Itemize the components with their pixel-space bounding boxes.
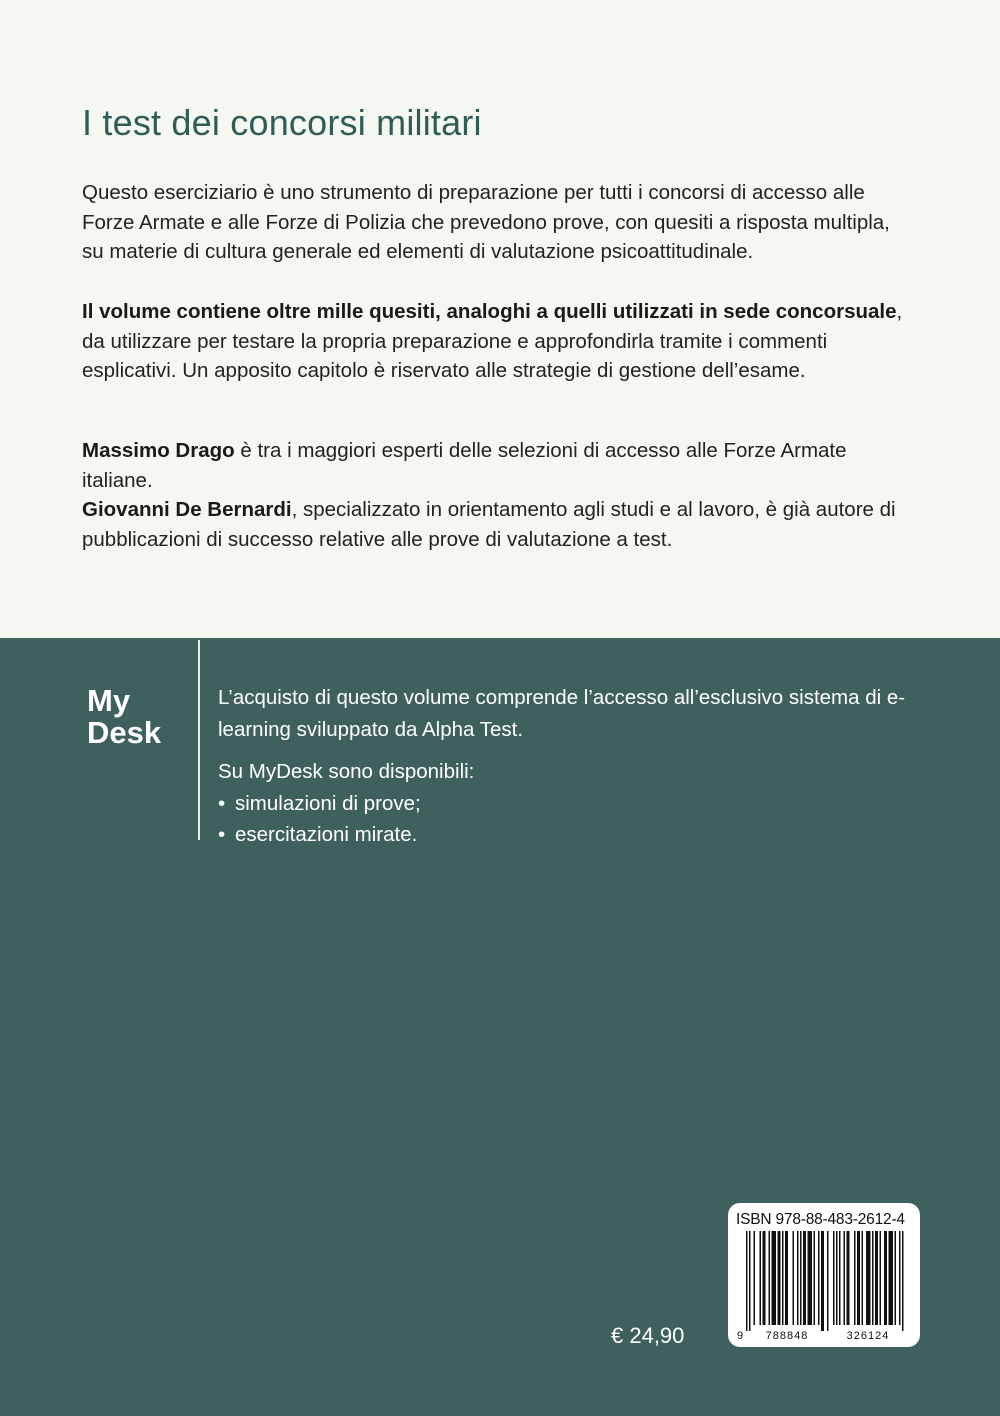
barcode-bar: [749, 1231, 751, 1331]
barcode-bar: [797, 1231, 799, 1325]
barcode-bar: [872, 1231, 874, 1325]
intro-paragraph: [82, 178, 912, 267]
barcode-bar: [778, 1231, 781, 1325]
barcode-bar: [760, 1231, 762, 1325]
bullet-icon: •: [218, 792, 226, 815]
barcode-bar: [875, 1231, 878, 1325]
barcode-bar: [839, 1231, 841, 1325]
barcode-bar: [857, 1231, 860, 1325]
barcode-bar: [899, 1231, 901, 1325]
barcode-bar: [866, 1231, 871, 1325]
book-title: I test dei concorsi militari: [82, 102, 482, 143]
barcode-bar: [803, 1231, 806, 1325]
barcode-bars: [746, 1231, 904, 1331]
barcode-bar: [808, 1231, 813, 1325]
author-name: Massimo Drago: [82, 439, 235, 462]
barcode-bar: [827, 1231, 829, 1331]
barcode-bar: [862, 1231, 864, 1325]
barcode-bar: [772, 1231, 777, 1325]
barcode-bar: [785, 1231, 788, 1325]
barcode-bar: [746, 1231, 748, 1331]
mydesk-info: [218, 682, 938, 850]
mydesk-logo: My Desk: [87, 683, 162, 750]
barcode-bar: [793, 1231, 795, 1325]
barcode-bar: [821, 1231, 824, 1331]
barcode-digits-left: 788848: [765, 1330, 809, 1342]
bullet-icon: •: [218, 823, 226, 846]
barcode: [728, 1203, 920, 1347]
barcode-bar: [902, 1231, 904, 1331]
barcode-digit-prefix: 9: [737, 1330, 744, 1342]
author-bio: [82, 495, 912, 554]
barcode-bar: [833, 1231, 835, 1325]
barcode-bar: [895, 1231, 897, 1325]
barcode-bar: [844, 1231, 846, 1325]
list-item: • simulazioni di prove;: [218, 788, 938, 819]
barcode-bar: [763, 1231, 766, 1325]
barcode-bar: [889, 1231, 894, 1325]
author-description: , specializzato in orientamento agli studi e al lavoro, è già autore di pubblicazioni di successo relative alle prove di valutazione a test.: [82, 498, 896, 551]
author-bio: [82, 436, 912, 495]
barcode-bar: [884, 1231, 887, 1325]
description-panel: [0, 0, 1000, 638]
barcode-bar: [782, 1231, 784, 1325]
barcode-bar: [769, 1231, 771, 1325]
authors-section: [82, 436, 912, 554]
isbn-label: ISBN 978-88-483-2612-4: [736, 1211, 905, 1228]
barcode-bar: [836, 1231, 838, 1325]
volume-text: , da utilizzare per testare la propria preparazione e approfondirla tramite i commenti esplicativi. Un apposito capitolo è riservato alle strategie di gestione dell’esame.: [82, 300, 903, 383]
mydesk-feature-list: [218, 788, 938, 850]
volume-paragraph: [82, 297, 912, 386]
list-item: • esercitazioni mirate.: [218, 819, 938, 850]
author-name: Giovanni De Bernardi: [82, 498, 292, 522]
barcode-bar: [814, 1231, 816, 1325]
barcode-bar: [847, 1231, 850, 1325]
vertical-divider: [198, 640, 200, 840]
barcode-bar: [754, 1231, 756, 1325]
price: € 24,90: [611, 1323, 685, 1348]
barcode-digits-right: 326124: [846, 1330, 890, 1342]
mydesk-available-label: Su MyDesk sono disponibili:: [218, 760, 475, 783]
mydesk-description: L’acquisto di questo volume comprende l’accesso all’esclusivo sistema di e-learning sviluppato da Alpha Test.: [218, 686, 906, 741]
barcode-graphic: [728, 1203, 920, 1347]
intro-text: Questo eserciziario è uno strumento di preparazione per tutti i concorsi di accesso alle Forze Armate e alle Forze di Polizia che prevedono prove, con quesiti a risposta multipla, su materie di cultura generale ed elementi di valutazione psicoattitudinale.: [82, 181, 890, 264]
barcode-bar: [854, 1231, 856, 1325]
barcode-bar: [818, 1231, 820, 1325]
barcode-bar: [880, 1231, 882, 1325]
author-description: è tra i maggiori esperti delle selezioni di accesso alle Forze Armate italiane.: [82, 439, 847, 492]
barcode-bar: [800, 1231, 802, 1325]
volume-highlight: Il volume contiene oltre mille quesiti, analoghi a quelli utilizzati in sede concorsuale: [82, 300, 897, 323]
